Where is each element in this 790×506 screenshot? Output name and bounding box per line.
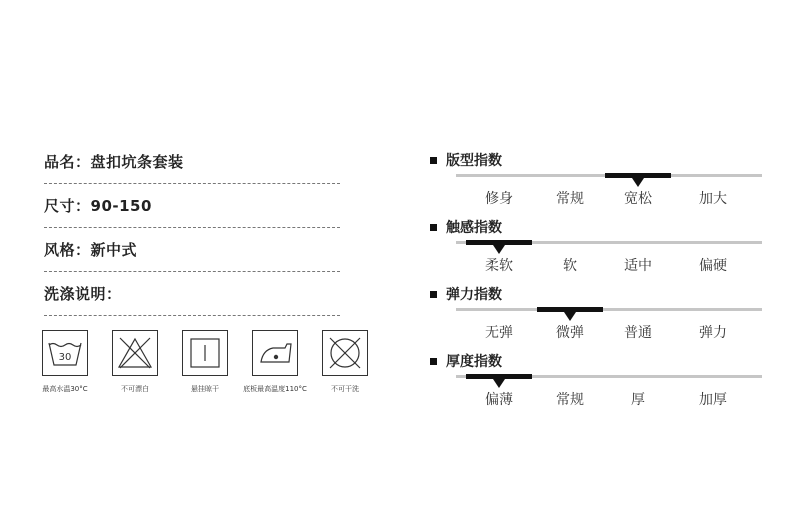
product-info [44,140,340,316]
product-name-value: 盘扣坑条套装 [90,153,184,171]
scale-option: 微弹 [556,325,584,341]
index-scales [430,148,770,416]
scale-pointer-icon [632,178,644,187]
scale-title [430,217,502,237]
wash-instructions-row [44,272,340,316]
scale-option: 常规 [556,191,584,207]
scale-option: 无弹 [485,325,513,341]
hang-dry-icon [182,330,228,376]
scale-option: 柔软 [485,258,513,274]
product-style-row [44,228,340,272]
care-item-iron [240,330,310,394]
no-dry-clean-icon [322,330,368,376]
care-caption: 不可漂白 [121,385,149,393]
scale-option: 软 [563,258,577,274]
care-item-wash [30,330,100,394]
iron-110-icon [252,330,298,376]
care-item-no-dry-clean [310,330,380,394]
scale-bar [456,375,762,378]
bullet-square-icon [430,224,437,231]
care-symbols [30,330,370,400]
product-size-value: 90-150 [90,196,152,215]
scale-option: 普通 [624,325,652,341]
care-caption: 悬挂晾干 [191,385,219,393]
scale-bar [456,308,762,311]
scale-option: 偏硬 [699,258,727,274]
scale-title [430,351,502,371]
product-size-row [44,184,340,228]
product-name-label: 品名： [44,153,91,171]
scale-title-text: 版型指数 [446,153,502,169]
wash-temp-number: 30 [58,352,72,363]
scale-elasticity [430,282,770,349]
care-caption: 最高水温30°C [42,385,88,393]
scale-title-text: 触感指数 [446,220,502,236]
scale-touch [430,215,770,282]
wash-instructions-label: 洗涤说明： [44,285,122,303]
care-item-no-bleach [100,330,170,394]
scale-pointer-icon [564,312,576,321]
scale-option: 厚 [631,392,645,408]
scale-title [430,150,502,170]
scale-pointer-icon [493,245,505,254]
scale-option: 加厚 [699,392,727,408]
scale-bar [456,174,762,177]
care-caption: 不可干洗 [331,385,359,393]
no-bleach-icon [112,330,158,376]
scale-option: 弹力 [699,325,727,341]
scale-thickness [430,349,770,416]
scale-title-text: 厚度指数 [446,354,502,370]
scale-option: 常规 [556,392,584,408]
scale-option: 修身 [485,191,513,207]
scale-option: 偏薄 [485,392,513,408]
product-style-value: 新中式 [90,241,138,259]
scale-title-text: 弹力指数 [446,287,502,303]
scale-bar [456,241,762,244]
scale-option: 加大 [699,191,727,207]
scale-option: 宽松 [624,191,652,207]
bullet-square-icon [430,291,437,298]
scale-fit [430,148,770,215]
wash-30-icon [42,330,88,376]
product-style-label: 风格： [44,241,91,259]
bullet-square-icon [430,157,437,164]
product-name-row [44,140,340,184]
scale-title [430,284,502,304]
bullet-square-icon [430,358,437,365]
product-size-label: 尺寸： [44,197,91,215]
care-item-hang-dry [170,330,240,394]
scale-option: 适中 [624,258,652,274]
care-caption: 底板最高温度110°C [243,385,307,393]
scale-pointer-icon [493,379,505,388]
